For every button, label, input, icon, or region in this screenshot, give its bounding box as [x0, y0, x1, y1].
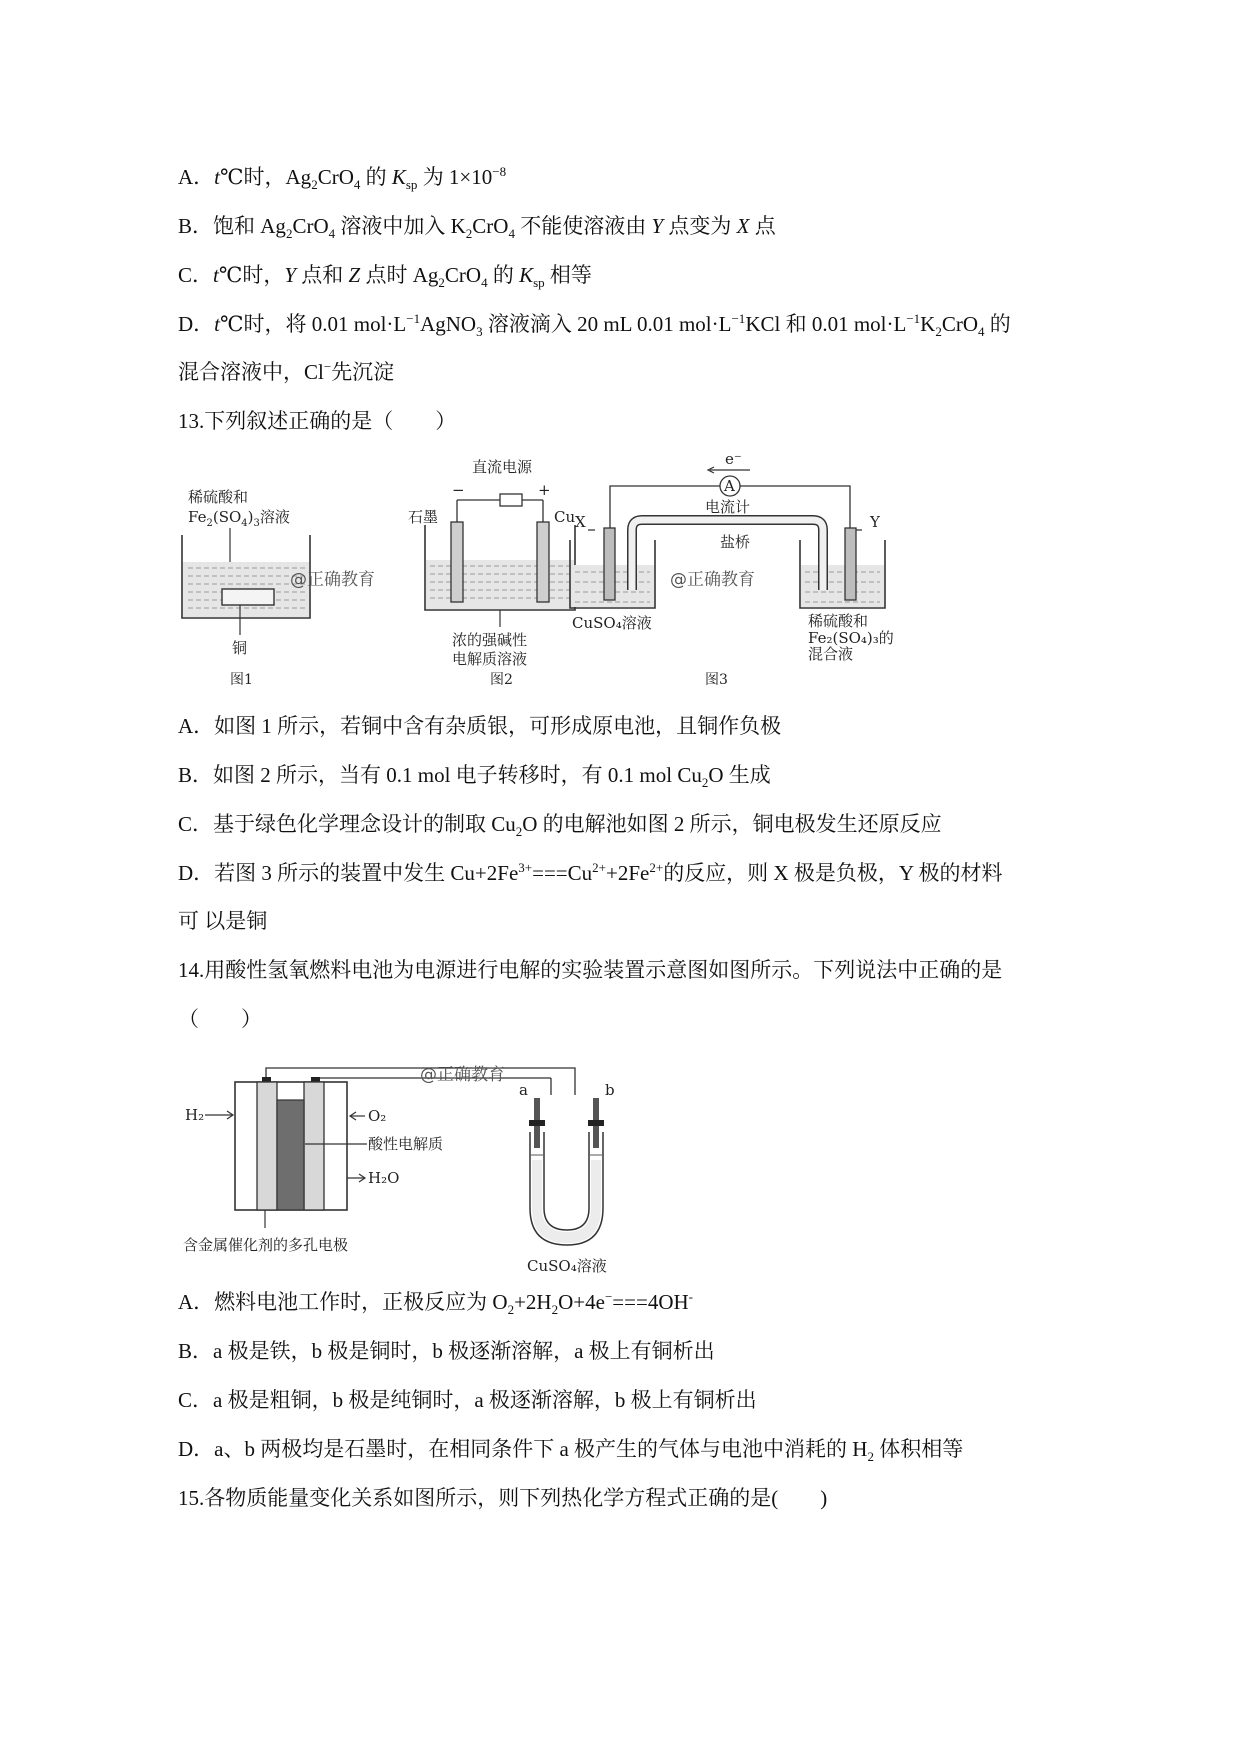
electrode-b-label: b — [605, 1081, 615, 1099]
fig2-solution-label2: 电解质溶液 — [452, 650, 528, 668]
q12-option-b: B．饱和 $Ag_2CrO_4$ 溶液中加入 $K_2CrO_4$ 不能使溶液由 Y 点变为 X 点 — [178, 214, 776, 242]
h2-inlet-label: H₂ — [185, 1106, 205, 1124]
fig3-watermark: @正确教育 — [670, 570, 755, 590]
fig2-cu-electrode — [537, 522, 549, 602]
fig3-x-label: X — [575, 513, 586, 531]
figure-3-galvanic-cell — [570, 450, 894, 688]
q14-option-b: B．a 极是铁，b 极是铜时，b 极逐渐溶解，a 极上有铜析出 — [178, 1339, 715, 1363]
q14-option-d: D．a、b 两极均是石墨时，在相同条件下 a 极产生的气体与电池中消耗的 $H_2$ 体积相等 — [178, 1437, 964, 1465]
fuel-cell-anode — [257, 1082, 277, 1210]
acid-electrolyte — [277, 1100, 304, 1210]
porous-electrode-label: 含金属催化剂的多孔电极 — [183, 1236, 349, 1254]
q14-watermark: @正确教育 — [420, 1065, 505, 1085]
cuso4-solution-label: CuSO₄溶液 — [527, 1257, 607, 1275]
q14-figure — [175, 1060, 635, 1275]
q13-option-d: D．若图 3 所示的装置中发生 $Cu+2Fe^{3+}===Cu^{2+}+2Fe^{2+}$的反应，则 X 极是负极，Y 极的材料 — [178, 860, 1003, 885]
fig1-label-fe: $Fe_2(SO_4)_3$溶液 — [188, 508, 290, 529]
fig2-cu-label: Cu — [554, 508, 576, 526]
q13-option-d-continued: 可 以是铜 — [178, 909, 268, 933]
fig2-caption: 图2 — [490, 672, 513, 688]
h2o-outlet-label: H₂O — [368, 1169, 400, 1187]
fig3-caption: 图3 — [705, 672, 728, 688]
fig3-x-electrode — [604, 528, 615, 600]
o2-inlet-label: O₂ — [368, 1107, 387, 1125]
q13-figures — [170, 450, 894, 695]
fig3-y-label: Y — [870, 513, 880, 531]
q13-stem: 13.下列叙述正确的是（ ） — [178, 409, 457, 433]
fig3-electron-label: e⁻ — [725, 450, 742, 468]
figure-2-electrolysis — [408, 458, 575, 688]
q13-option-a: A．如图 1 所示，若铜中含有杂质银，可形成原电池，且铜作负极 — [178, 714, 782, 738]
fuel-cell-cathode — [304, 1082, 324, 1210]
u-tube-inner — [544, 1132, 589, 1230]
fig2-power-source — [500, 494, 522, 506]
fig3-meter-label: 电流计 — [705, 498, 751, 516]
q14-stem-continued: （ ） — [178, 1007, 262, 1031]
q12-option-d-continued: 混合溶液中，Cl−先沉淀 — [178, 359, 395, 384]
fig2-graphite-label: 石墨 — [408, 508, 439, 526]
q12-option-a: A．t℃时，$Ag_2CrO_4$ 的 $K_{sp}$ 为 $1\times 10^{-8}$ — [178, 164, 507, 193]
fig1-watermark: @正确教育 — [290, 570, 375, 590]
fig2-plus: + — [538, 481, 551, 499]
fig2-power-label: 直流电源 — [472, 458, 533, 476]
fig3-left-solution: CuSO₄溶液 — [572, 614, 652, 632]
q14-option-c: C．a 极是粗铜，b 极是纯铜时，a 极逐渐溶解，b 极上有铜析出 — [178, 1388, 757, 1412]
q12-option-d: D．t℃时，将 0.01 $mol\cdot L^{-1}AgNO_3$ 溶液滴入 20 mL 0.01 $mol\cdot L^{-1}KCl$ 和 0.01 $mol\cdot L^{-1}K_2CrO_4$ 的 — [178, 311, 1011, 340]
fig2-graphite-electrode — [451, 522, 463, 602]
figure-1-beaker — [182, 488, 375, 688]
q14-option-a: A．燃料电池工作时，正极反应为 $O_2+2H_2O+4e^-===4OH^-$ — [178, 1289, 694, 1318]
acid-electrolyte-label: 酸性电解质 — [368, 1135, 444, 1153]
fig3-ammeter-letter: A — [724, 477, 735, 495]
fig2-solution-label1: 浓的强碱性 — [452, 631, 528, 649]
fig3-bridge-label: 盐桥 — [720, 533, 751, 551]
q13-option-c: C．基于绿色化学理念设计的制取 $Cu_2O$ 的电解池如图 2 所示，铜电极发生还原反应 — [178, 812, 942, 840]
fig1-label-acid: 稀硫酸和 — [188, 488, 249, 506]
q13-option-b: B．如图 2 所示，当有 0.1 mol 电子转移时，有 0.1 mol $Cu_2O$ 生成 — [178, 763, 771, 791]
q15-stem: 15.各物质能量变化关系如图所示，则下列热化学方程式正确的是( ) — [178, 1486, 828, 1510]
fig1-caption: 图1 — [230, 672, 253, 688]
q14-stem: 14.用酸性氢氧燃料电池为电源进行电解的实验装置示意图如图所示。下列说法中正确的是 — [178, 958, 1003, 982]
fig1-copper-label: 铜 — [232, 639, 248, 657]
q12-option-c: C．t℃时，Y 点和 Z 点时 $Ag_2CrO_4$ 的 $K_{sp}$ 相等 — [178, 263, 592, 291]
fig1-copper-plate — [222, 589, 274, 605]
fig3-right-solution-1: 稀硫酸和 — [808, 612, 869, 630]
electrode-a-label: a — [519, 1081, 528, 1099]
fig2-minus: − — [452, 481, 465, 499]
fig3-right-solution-3: 混合液 — [808, 645, 854, 663]
fig3-y-electrode — [845, 528, 856, 600]
fig3-right-solution-2: Fe₂(SO₄)₃的 — [808, 629, 894, 647]
